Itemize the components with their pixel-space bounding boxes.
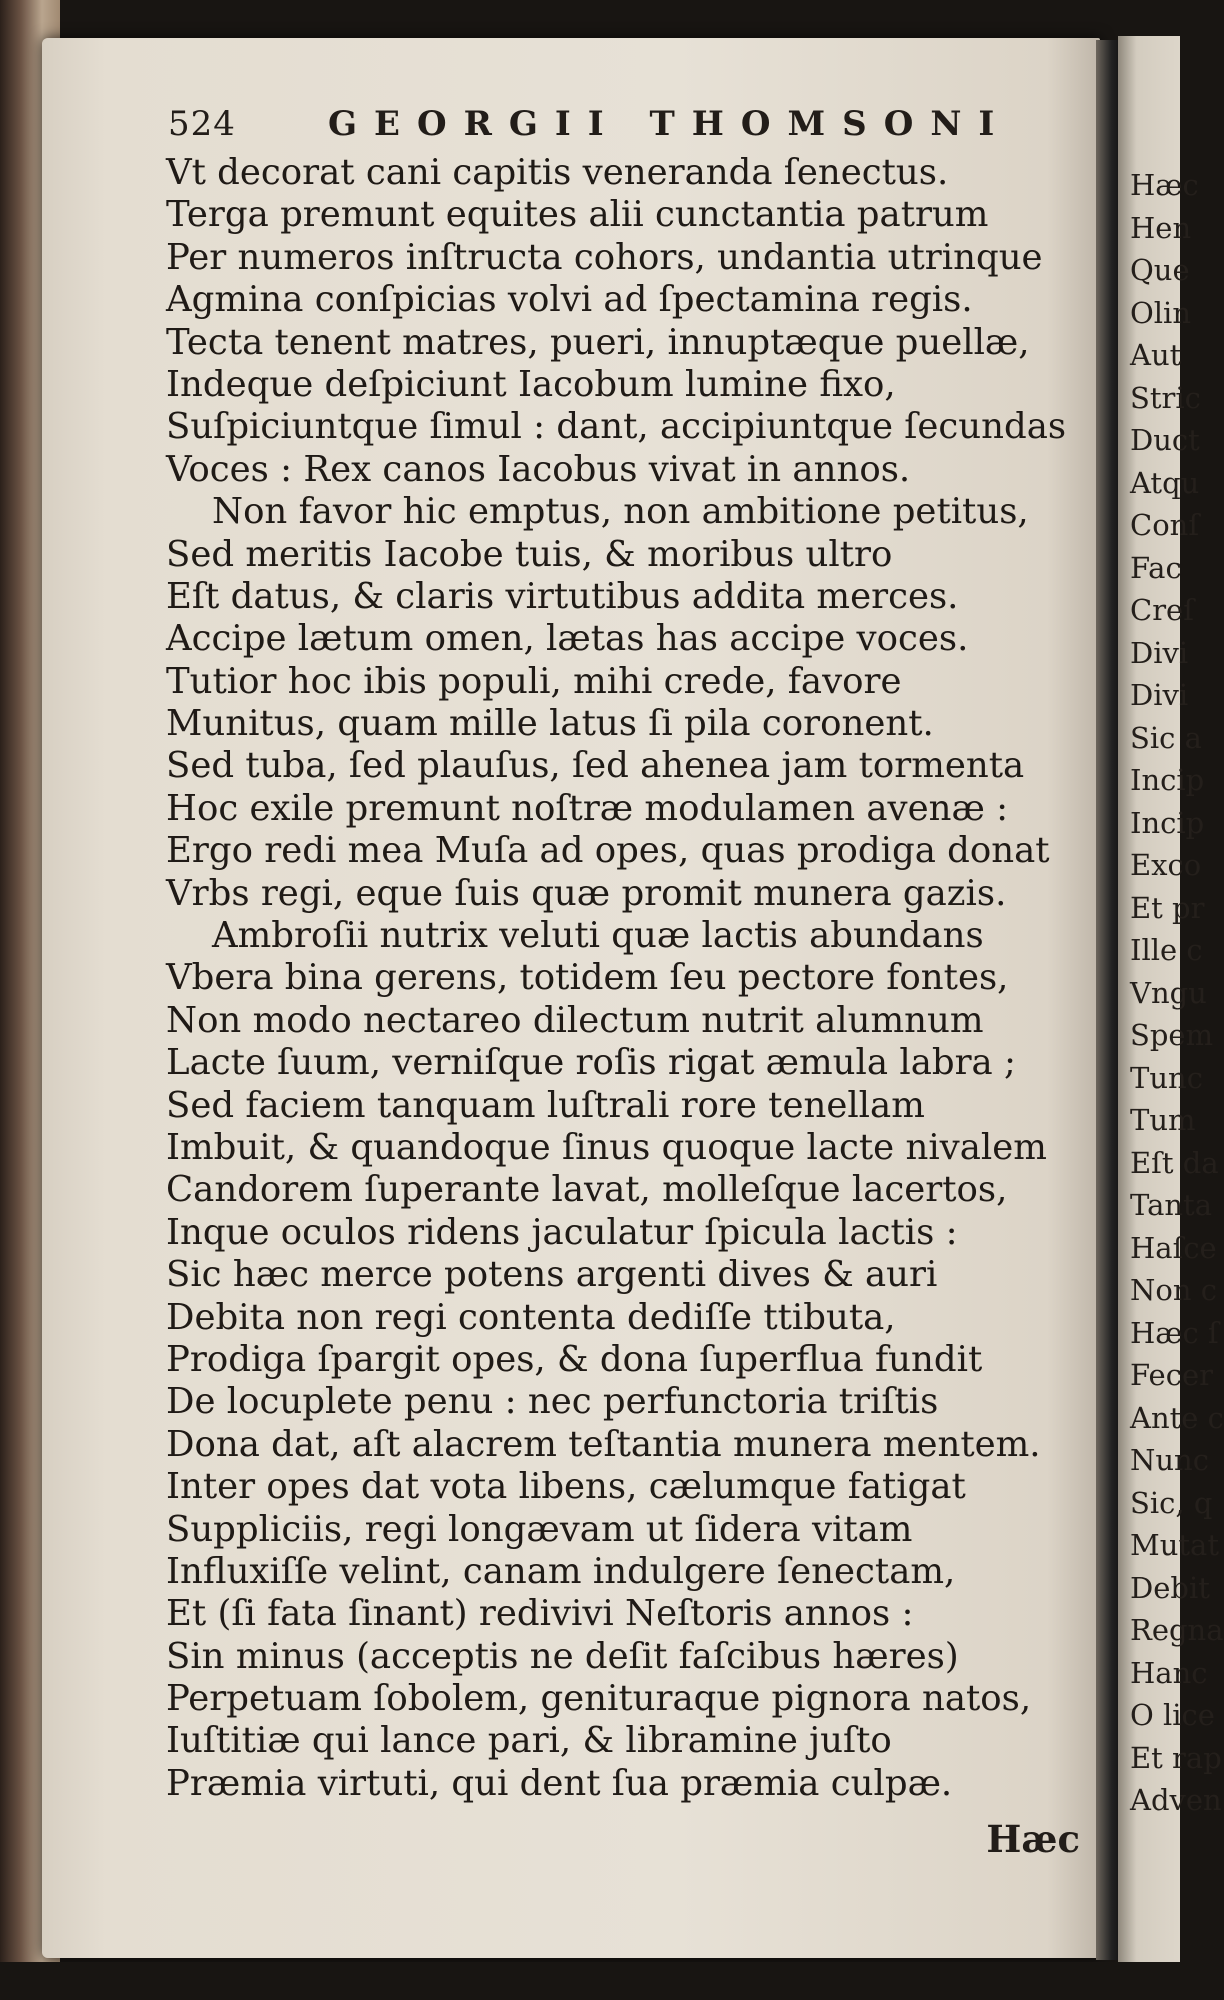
facing-page-line: O lice	[1130, 1698, 1215, 1732]
text-line: Per numeros inſtructa cohors, undantia utrinque	[166, 236, 1043, 278]
text-line: Vt decorat cani capitis veneranda ſenectus.	[166, 152, 949, 193]
text-line: Ergo redi mea Muſa ad opes, quas prodiga donat	[166, 830, 1050, 872]
page-number: 524	[168, 104, 236, 144]
text-line: Sic hæc merce potens argenti dives & auri	[166, 1254, 938, 1296]
text-line: Prodiga ſpargit opes, & dona ſuperflua fundit	[166, 1338, 983, 1380]
text-line: Candorem ſuperante lavat, molleſque lacertos,	[166, 1169, 1008, 1211]
text-line: Munitus, quam mille latus ſi pila coronent.	[166, 703, 934, 745]
text-line: Imbuit, & quandoque ſinus quoque lacte nivalem	[166, 1126, 1047, 1168]
facing-page-line: Exco	[1130, 848, 1202, 882]
text-line: De locuplete penu : nec perfunctoria triſtis	[166, 1381, 939, 1423]
facing-page-line: Divi	[1130, 635, 1189, 670]
text-line: Suſpiciuntque ſimul : dant, accipiuntque ſecundas	[166, 406, 1067, 448]
background-edge	[0, 1962, 1180, 2000]
facing-page-line: Non c	[1130, 1273, 1217, 1307]
facing-page-line: Vngu	[1130, 975, 1207, 1010]
facing-page-line: Que	[1130, 253, 1190, 287]
text-line: Iuſtitiæ qui lance pari, & libramine juſto	[166, 1720, 892, 1762]
facing-page-line: Debit	[1130, 1570, 1210, 1605]
text-line: Et (ſi fata ſinant) redivivi Neſtoris annos :	[166, 1593, 914, 1635]
text-line: Sed tuba, ſed plauſus, ſed ahenea jam tormenta	[166, 745, 1025, 787]
facing-page-line: Tunc	[1130, 1060, 1203, 1095]
facing-page-line: Hanc	[1130, 1655, 1208, 1690]
facing-page-line: Incip	[1130, 805, 1205, 840]
facing-page	[1118, 36, 1224, 1966]
text-line: Non modo nectareo dilectum nutrit alumnum	[166, 999, 984, 1041]
text-line: Terga premunt equites alii cunctantia patrum	[166, 194, 989, 236]
facing-page-line: Tum	[1130, 1103, 1196, 1137]
poem-text	[166, 152, 1076, 1805]
text-line: Inter opes dat vota libens, cælumque fatigat	[166, 1466, 966, 1508]
facing-page-line: Olin	[1130, 295, 1192, 330]
facing-page-line: Aut	[1130, 338, 1182, 372]
facing-page-line: Haſce	[1130, 1230, 1217, 1265]
facing-page-text	[1130, 164, 1224, 1822]
text-line: Tecta tenent matres, pueri, innuptæque puellæ,	[166, 321, 1030, 363]
facing-page-line: Incip	[1130, 763, 1205, 797]
facing-page-line: Fac	[1130, 550, 1182, 585]
text-line: Voces : Rex canos Iacobus vivat in annos.	[166, 448, 911, 490]
text-line: Non favor hic emptus, non ambitione petitus,	[212, 491, 1029, 533]
facing-page-line: Creſ	[1130, 593, 1194, 627]
facing-page-line: Ille c	[1130, 933, 1203, 967]
facing-page-line: Conſ	[1130, 508, 1200, 542]
facing-page-line: Atqu	[1130, 465, 1200, 500]
text-line: Accipe lætum omen, lætas has accipe voces.	[166, 618, 969, 660]
catchword: Hæc	[986, 1817, 1080, 1861]
facing-page-line: Fecer	[1130, 1358, 1213, 1392]
facing-page-line: Regna	[1130, 1613, 1224, 1647]
text-line: Vbera bina gerens, totidem ſeu pectore fontes,	[166, 957, 1009, 999]
running-head	[168, 104, 1068, 150]
facing-page-line: Hen	[1130, 210, 1192, 245]
text-line: Inque oculos ridens jaculatur ſpicula lactis :	[166, 1211, 958, 1253]
facing-page-line: Et rap	[1130, 1740, 1222, 1775]
text-line: Perpetuam ſobolem, genituraque pignora natos,	[166, 1678, 1032, 1720]
facing-page-line: Duct	[1130, 423, 1200, 457]
facing-page-line: Spem	[1130, 1018, 1214, 1052]
facing-page-line: Tanta	[1130, 1188, 1213, 1222]
facing-page-line: Eſt da	[1130, 1145, 1219, 1180]
text-line: Tutior hoc ibis populi, mihi crede, favore	[166, 660, 902, 702]
facing-page-line: Nunc	[1130, 1443, 1209, 1477]
facing-page-line: Sic a	[1130, 720, 1202, 755]
facing-page-line: Ante c	[1130, 1400, 1224, 1435]
facing-page-line: Sic, q	[1130, 1485, 1213, 1520]
text-line: Dona dat, aſt alacrem teſtantia munera mentem.	[166, 1423, 1041, 1465]
text-line: Debita non regi contenta dediſſe ttibuta,	[166, 1296, 896, 1338]
text-line: Sed meritis Iacobe tuis, & moribus ultro	[166, 533, 893, 575]
text-line: Præmia virtuti, qui dent ſua præmia culpæ.	[166, 1762, 953, 1804]
facing-page-line: Mutat	[1130, 1528, 1219, 1562]
text-line: Indeque deſpiciunt Iacobum lumine fixo,	[166, 363, 896, 405]
text-line: Suppliciis, regi longævam ut ſidera vitam	[166, 1508, 913, 1550]
text-line: Agmina conſpicias volvi ad ſpectamina regis.	[166, 279, 973, 321]
text-line: Sin minus (acceptis ne deſit faſcibus hæres)	[166, 1635, 959, 1677]
text-line: Hoc exile premunt noſtræ modulamen avenæ :	[166, 787, 1009, 829]
text-line: Lacte ſuum, verniſque roſis rigat æmula labra ;	[166, 1042, 1016, 1084]
facing-page-line: Divi	[1130, 678, 1189, 712]
facing-page-line: Hæc	[1130, 168, 1199, 202]
facing-page-line: Et pr	[1130, 890, 1205, 925]
text-line: Sed faciem tanquam luſtrali rore tenellam	[166, 1084, 925, 1126]
facing-page-line: Hæc ſ	[1130, 1315, 1219, 1350]
text-line: Ambroſii nutrix veluti quæ lactis abundans	[212, 915, 984, 957]
text-line: Eſt datus, & claris virtutibus addita merces.	[166, 575, 959, 617]
text-line: Vrbs regi, eque ſuis quæ promit munera gazis.	[166, 872, 1007, 914]
running-title: GEORGII THOMSONI	[328, 104, 1012, 144]
facing-page-line: Adven	[1130, 1783, 1222, 1817]
text-line: Influxiſſe velint, canam indulgere ſenectam,	[166, 1550, 956, 1592]
facing-page-line: Stric	[1130, 380, 1201, 415]
